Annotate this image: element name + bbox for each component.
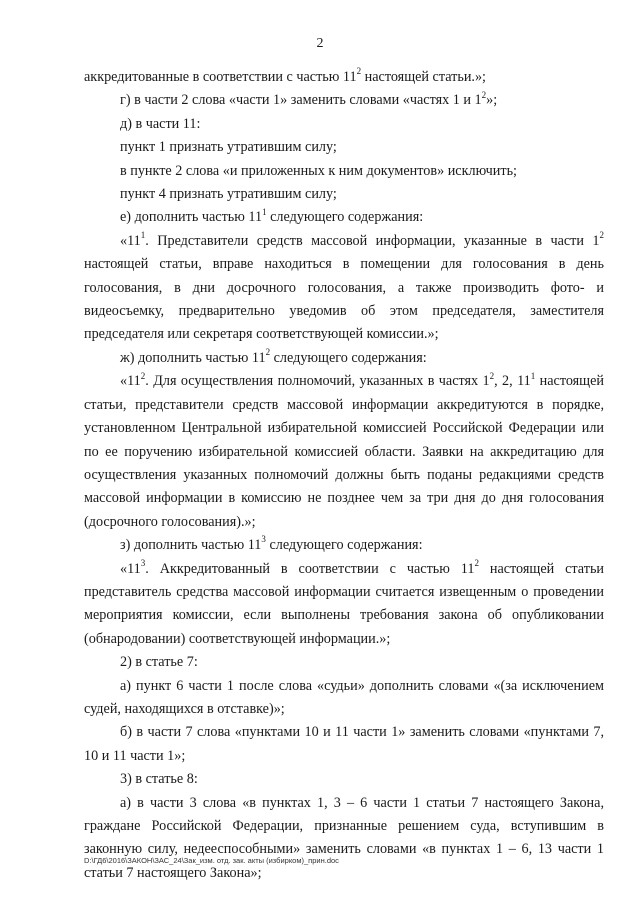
- superscript: 2: [356, 66, 362, 77]
- text-segment: »;: [486, 92, 498, 109]
- text-segment: следующего содержания:: [265, 537, 423, 554]
- text-segment: настоящей статьи представитель средства массовой информации считается извещенным о проведении мероприятия комиссии, если выполнены требования закона об опубликовании (обнародовании) соответствующей информации.»;: [84, 560, 605, 647]
- page-number: 2: [316, 36, 324, 51]
- text-segment: . Представители средств массовой информации, указанные в части 1: [145, 232, 600, 249]
- text-segment: . Для осуществления полномочий, указанных в частях 1: [145, 373, 490, 390]
- text-segment: настоящей статьи, вправе находиться в помещении для голосования в день голосования, в дни досрочного голосования, а также производить фото- и видеосъемку, предварительно уведомив об этом председателя, заместителя председателя или секретаря соответствующей комиссии.»;: [84, 256, 604, 343]
- paragraph: [84, 66, 604, 89]
- superscript: 1: [140, 230, 146, 241]
- paragraph: [84, 89, 604, 112]
- text-segment: г) в части 2 слова «части 1» заменить словами «частях 1 и 1: [120, 92, 482, 109]
- text-segment: 2) в статье 7:: [120, 654, 198, 671]
- paragraph: [84, 675, 604, 722]
- paragraph: [84, 534, 604, 557]
- footer-file-path: D:\ГД6\2016\ЗАКОН\ЗАС_24\Зак_изм. отд. зак. акты (избирком)_прин.doc: [84, 856, 339, 865]
- paragraph: [84, 721, 604, 768]
- text-segment: . Аккредитованный в соответствии с частью 11: [145, 560, 475, 577]
- paragraph: [84, 347, 604, 370]
- superscript: 1: [530, 370, 536, 381]
- superscript: 3: [261, 534, 266, 545]
- superscript: 2: [481, 89, 487, 100]
- paragraph: [84, 651, 604, 674]
- text-segment: пункт 4 признать утратившим силу;: [120, 186, 337, 203]
- text-segment: пункт 1 признать утратившим силу;: [120, 139, 337, 156]
- text-segment: б) в части 7 слова «пунктами 10 и 11 части 1» заменить словами «пунктами 7, 10 и 11 части 1»;: [84, 724, 604, 764]
- paragraph: [84, 136, 604, 159]
- text-segment: а) в части 3 слова «в пунктах 1, 3 – 6 части 1 статьи 7 настоящего Закона, граждане Российской Федерации, признанные решением суда, вступившим в законную силу, недееспособными» заменить словами «в пунктах 1 – 6, 13 части 1 статьи 7 настоящего Закона»;: [84, 794, 604, 881]
- text-segment: следующего содержания:: [266, 209, 424, 226]
- paragraph: [84, 183, 604, 206]
- text-segment: «11: [120, 560, 141, 577]
- paragraph: [84, 160, 604, 183]
- paragraph: [84, 792, 604, 886]
- superscript: 3: [140, 557, 146, 568]
- paragraph: [84, 768, 604, 791]
- superscript: 2: [474, 557, 479, 568]
- superscript: 2: [599, 230, 604, 241]
- paragraph: [84, 230, 604, 347]
- text-segment: настоящей статьи, представители средств массовой информации аккредитуются в порядке, установленном Центральной избирательной комиссией Российской Федерации или по ее поручению избирательной комиссией области. Заявки на аккредитацию для осуществления указанных полномочий должны быть поданы редакциями средств массовой информации в комиссию не позднее чем за три дня до дня голосования (досрочного голосования).»;: [84, 373, 604, 530]
- superscript: 2: [489, 370, 495, 381]
- text-segment: а) пункт 6 части 1 после слова «судьи» дополнить словами «(за исключением судей, находящихся в отставке)»;: [84, 677, 604, 717]
- paragraph: [84, 113, 604, 136]
- text-segment: следующего содержания:: [270, 349, 427, 366]
- text-segment: «11: [120, 232, 141, 249]
- text-segment: ж) дополнить частью 11: [120, 349, 266, 366]
- text-segment: в пункте 2 слова «и приложенных к ним документов» исключить;: [120, 162, 517, 179]
- text-segment: настоящей статьи.»;: [361, 69, 486, 85]
- text-segment: з) дополнить частью 11: [120, 537, 262, 554]
- text-segment: «11: [120, 373, 141, 390]
- superscript: 2: [265, 347, 271, 358]
- paragraph: [84, 206, 604, 229]
- superscript: 1: [262, 206, 267, 217]
- document-body: [84, 66, 604, 885]
- text-segment: д) в части 11:: [120, 115, 201, 132]
- superscript: 2: [140, 370, 146, 381]
- text-segment: аккредитованные в соответствии с частью 11: [84, 69, 357, 85]
- text-segment: 3) в статье 8:: [120, 771, 198, 788]
- paragraph: [84, 558, 604, 652]
- text-segment: , 2, 11: [494, 373, 531, 390]
- text-segment: е) дополнить частью 11: [120, 209, 263, 226]
- paragraph: [84, 370, 604, 534]
